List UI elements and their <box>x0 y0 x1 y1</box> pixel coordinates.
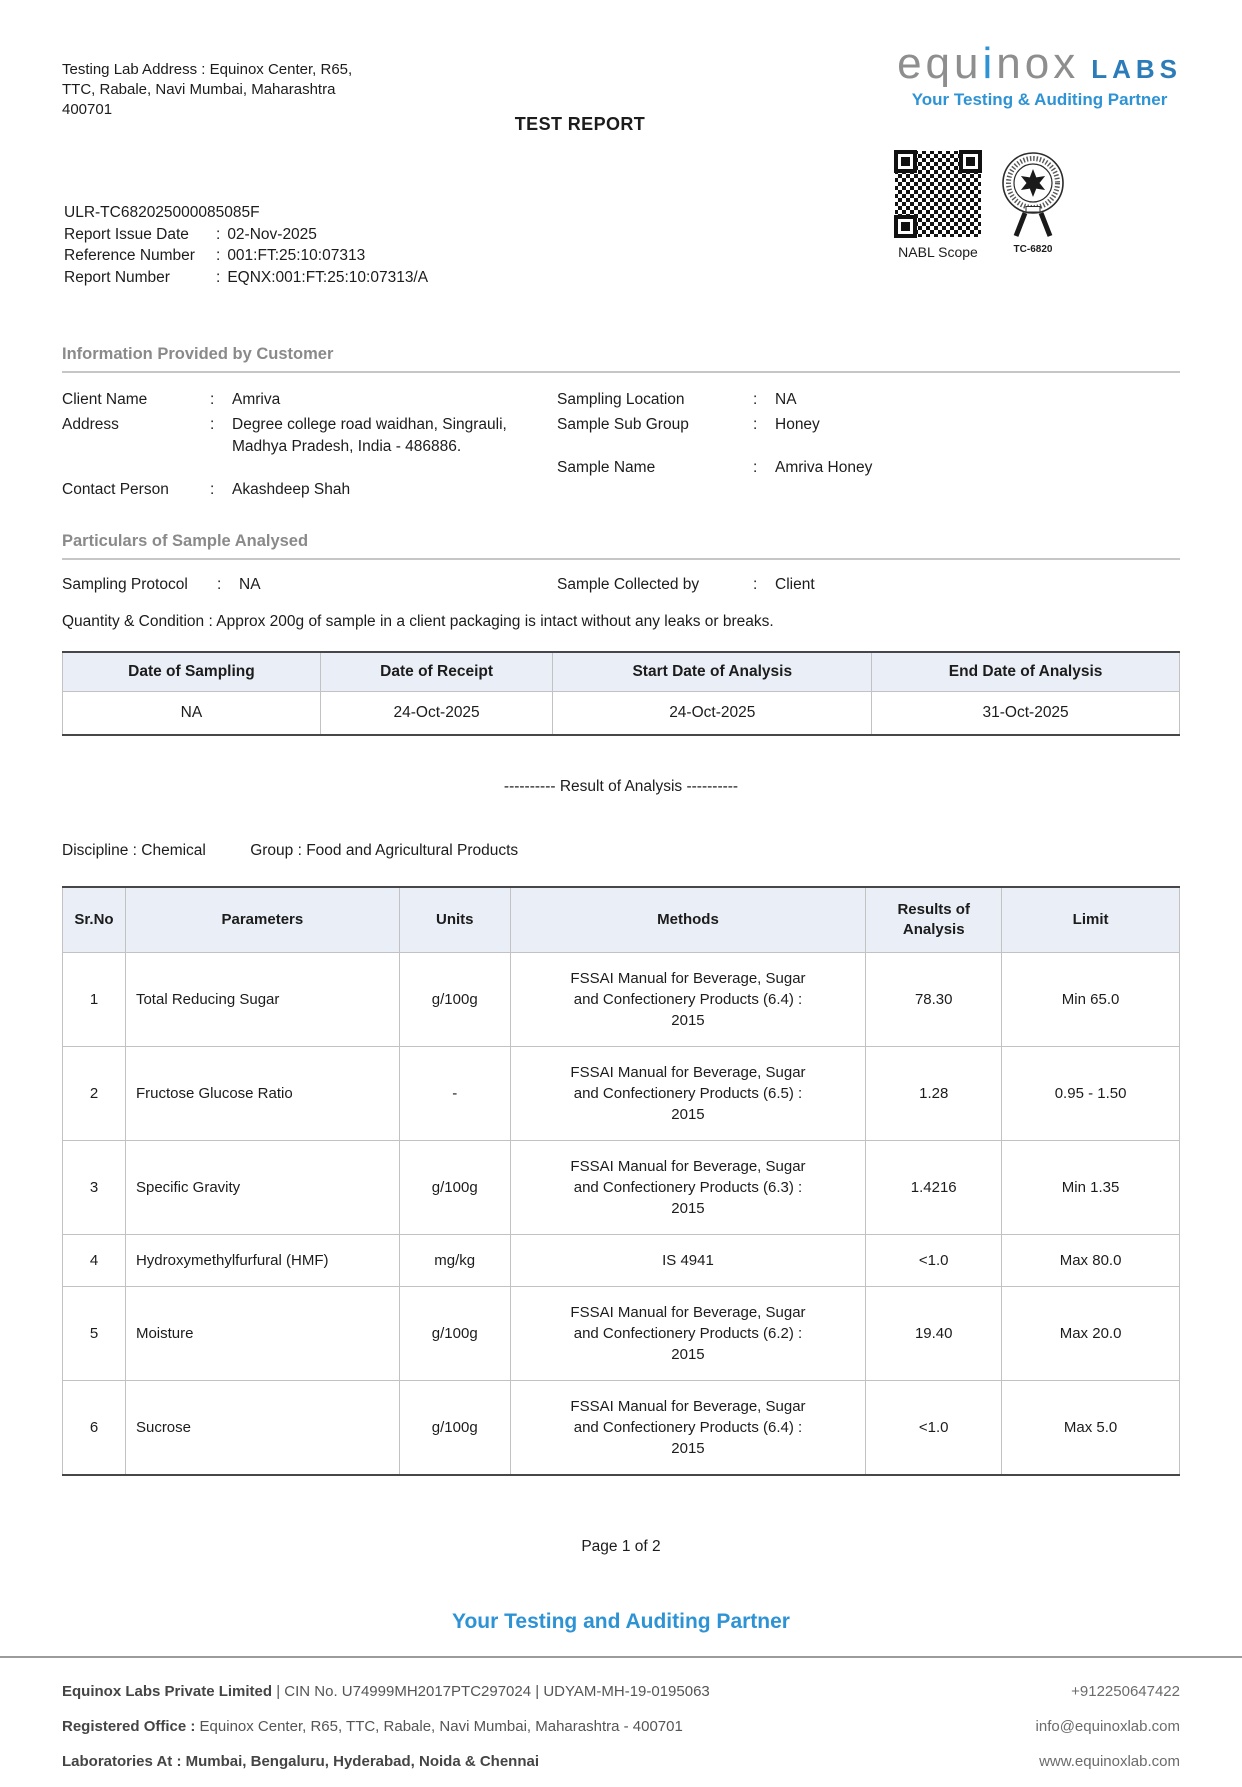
nabl-scope-qr-block <box>892 150 984 260</box>
meta-value: 001:FT:25:10:07313 <box>227 247 366 264</box>
limit-cell: Max 5.0 <box>1002 1381 1180 1476</box>
date-header-cell: Date of Sampling <box>63 652 321 692</box>
sampling-protocol-field <box>62 576 557 594</box>
registered-office-label: Registered Office : <box>62 1718 196 1735</box>
logo-text-i: i <box>982 39 997 88</box>
company-registration: | CIN No. U74999MH2017PTC297024 | UDYAM-MH-19-0195063 <box>272 1683 710 1700</box>
footer-email-link[interactable]: info@equinoxlab.com <box>1035 1718 1180 1735</box>
parameter-cell: Total Reducing Sugar <box>125 953 399 1047</box>
results-header-cell: Units <box>399 887 510 953</box>
results-row <box>63 1235 1180 1287</box>
meta-value: EQNX:001:FT:25:10:07313/A <box>227 268 429 286</box>
footer-laboratories-line: Laboratories At : Mumbai, Bengaluru, Hyderabad, Noida & Chennai <box>62 1753 540 1770</box>
field-value: Approx 200g of sample in a client packaging is intact without any leaks or breaks. <box>216 613 774 630</box>
field-label: Address <box>62 416 119 433</box>
limit-cell: Min 1.35 <box>1002 1141 1180 1235</box>
quantity-condition-row <box>62 613 1180 631</box>
nabl-seal-icon <box>1000 150 1066 238</box>
report-header <box>0 0 1242 345</box>
date-value-cell: 31-Oct-2025 <box>872 692 1180 736</box>
discipline-group-row <box>62 842 1180 860</box>
units-cell: g/100g <box>399 1141 510 1235</box>
sampling-location-row <box>557 389 1180 411</box>
footer-website-link[interactable]: www.equinoxlab.com <box>1039 1753 1180 1770</box>
result-cell: 78.30 <box>866 953 1002 1047</box>
contact-person-row <box>62 479 557 501</box>
field-colon: : <box>753 459 758 476</box>
report-issue-date-row <box>64 224 428 246</box>
meta-value: 02-Nov-2025 <box>227 225 317 243</box>
field-colon: : <box>753 391 758 408</box>
seal-label: TC-6820 <box>1013 244 1053 255</box>
results-header-cell: Methods <box>510 887 866 953</box>
results-row <box>63 1141 1180 1235</box>
logo-text-nox: nox <box>996 39 1080 88</box>
page-title: TEST REPORT <box>514 114 646 134</box>
sample-sub-group-row <box>557 414 1180 436</box>
address-row <box>62 414 557 458</box>
field-label: Client Name <box>62 391 148 408</box>
field-colon: : <box>210 481 215 498</box>
result-cell: 1.4216 <box>866 1141 1002 1235</box>
results-header-cell: Results of Analysis <box>866 887 1002 953</box>
sample-collected-field <box>557 576 815 594</box>
report-meta <box>64 202 428 288</box>
field-value: Degree college road waidhan, Singrauli, Madhya Pradesh, India - 486886. <box>232 416 507 455</box>
parameter-cell: Moisture <box>125 1287 399 1381</box>
results-row <box>63 1047 1180 1141</box>
equinox-labs-logo <box>897 39 1182 110</box>
report-number-row <box>64 267 428 289</box>
qr-finder-icon <box>894 215 917 238</box>
srno-cell: 1 <box>63 953 126 1047</box>
method-cell: FSSAI Manual for Beverage, Sugar and Confectionery Products (6.3) : 2015 <box>510 1141 866 1235</box>
field-value: Amriva Honey <box>775 459 873 476</box>
nabl-accreditation-block <box>1000 150 1066 255</box>
parameter-cell: Hydroxymethylfurfural (HMF) <box>125 1235 399 1287</box>
sampling-protocol-row <box>62 576 1180 594</box>
limit-cell: Min 65.0 <box>1002 953 1180 1047</box>
result-of-analysis-divider: ---------- Result of Analysis ---------- <box>503 778 739 795</box>
field-label: Contact Person <box>62 481 169 498</box>
logo-tagline: Your Testing & Auditing Partner <box>911 90 1168 109</box>
meta-label: Report Number <box>64 268 170 286</box>
parameter-cell: Sucrose <box>125 1381 399 1476</box>
date-value-cell: 24-Oct-2025 <box>553 692 872 736</box>
logo-text-equ: equ <box>897 39 983 88</box>
date-header-cell: End Date of Analysis <box>872 652 1180 692</box>
meta-label: Reference Number <box>64 247 195 264</box>
sample-name-row <box>557 457 1180 479</box>
results-header-cell: Parameters <box>125 887 399 953</box>
footer-phone: +912250647422 <box>1071 1683 1180 1700</box>
srno-cell: 5 <box>63 1287 126 1381</box>
discipline-label: Discipline : <box>62 842 137 859</box>
method-cell: FSSAI Manual for Beverage, Sugar and Confectionery Products (6.4) : 2015 <box>510 953 866 1047</box>
footer-tagline: Your Testing and Auditing Partner <box>452 1610 790 1633</box>
units-cell: g/100g <box>399 1287 510 1381</box>
customer-info-right <box>557 389 1180 504</box>
registered-office-value: Equinox Center, R65, TTC, Rabale, Navi Mumbai, Maharashtra - 400701 <box>195 1718 683 1735</box>
limit-cell: Max 80.0 <box>1002 1235 1180 1287</box>
client-name-row <box>62 389 557 411</box>
parameter-cell: Specific Gravity <box>125 1141 399 1235</box>
footer-contact-info <box>1036 1682 1180 1787</box>
field-label: Quantity & Condition : <box>62 613 213 630</box>
section-particulars-title: Particulars of Sample Analysed <box>62 532 1180 560</box>
ulr-number: ULR-TC682025000085085F <box>64 204 260 221</box>
field-colon: : <box>210 416 215 433</box>
meta-label: Report Issue Date <box>64 225 189 243</box>
group-value: Food and Agricultural Products <box>306 842 519 859</box>
qr-finder-icon <box>894 150 917 173</box>
result-cell: 19.40 <box>866 1287 1002 1381</box>
srno-cell: 4 <box>63 1235 126 1287</box>
qr-code-icon <box>894 150 982 238</box>
field-value: NA <box>775 391 797 408</box>
meta-colon: : <box>216 268 221 286</box>
qr-label: NABL Scope <box>898 244 978 260</box>
logo-text-labs: LABS <box>1091 54 1182 84</box>
footer-registered-office-line <box>62 1717 710 1736</box>
units-cell: g/100g <box>399 953 510 1047</box>
srno-cell: 6 <box>63 1381 126 1476</box>
date-value-cell: 24-Oct-2025 <box>320 692 552 736</box>
field-colon: : <box>753 576 758 593</box>
discipline-value: Chemical <box>141 842 206 859</box>
meta-colon: : <box>216 225 221 243</box>
field-value: Akashdeep Shah <box>232 481 351 498</box>
units-cell: mg/kg <box>399 1235 510 1287</box>
date-table-header-row <box>63 652 1180 692</box>
group-label: Group : <box>250 842 302 859</box>
result-cell: 1.28 <box>866 1047 1002 1141</box>
limit-cell: 0.95 - 1.50 <box>1002 1047 1180 1141</box>
field-colon: : <box>753 416 758 433</box>
date-table-value-row <box>63 692 1180 736</box>
logo-wordmark <box>897 39 1182 88</box>
qr-finder-icon <box>959 150 982 173</box>
result-cell: <1.0 <box>866 1235 1002 1287</box>
method-cell: FSSAI Manual for Beverage, Sugar and Confectionery Products (6.2) : 2015 <box>510 1287 866 1381</box>
report-body <box>62 345 1180 1634</box>
field-value: Client <box>775 576 815 593</box>
results-header-cell: Sr.No <box>63 887 126 953</box>
method-cell: FSSAI Manual for Beverage, Sugar and Confectionery Products (6.4) : 2015 <box>510 1381 866 1476</box>
field-colon: : <box>217 576 222 593</box>
lab-address: Testing Lab Address : Equinox Center, R65, TTC, Rabale, Navi Mumbai, Maharashtra 400701 <box>62 61 353 118</box>
results-row <box>63 1287 1180 1381</box>
field-value: NA <box>239 576 261 593</box>
srno-cell: 3 <box>63 1141 126 1235</box>
method-cell: IS 4941 <box>510 1235 866 1287</box>
meta-colon: : <box>216 247 221 264</box>
reference-number-row <box>64 245 428 267</box>
limit-cell: Max 20.0 <box>1002 1287 1180 1381</box>
results-row <box>63 953 1180 1047</box>
method-cell: FSSAI Manual for Beverage, Sugar and Confectionery Products (6.5) : 2015 <box>510 1047 866 1141</box>
date-header-cell: Start Date of Analysis <box>553 652 872 692</box>
field-value: Amriva <box>232 391 281 408</box>
date-header-cell: Date of Receipt <box>320 652 552 692</box>
footer-company-line <box>62 1682 710 1701</box>
field-label: Sampling Location <box>557 391 685 408</box>
footer-divider <box>0 1656 1242 1658</box>
results-row <box>63 1381 1180 1476</box>
analysis-dates-table <box>62 651 1180 736</box>
section-customer-info-title: Information Provided by Customer <box>62 345 1180 373</box>
results-of-analysis-table <box>62 886 1180 1476</box>
field-label: Sampling Protocol <box>62 576 188 593</box>
field-label: Sample Name <box>557 459 656 476</box>
field-colon: : <box>210 391 215 408</box>
units-cell: - <box>399 1047 510 1141</box>
page-footer <box>62 1682 1180 1787</box>
company-name: Equinox Labs Private Limited <box>62 1683 273 1700</box>
field-value: Honey <box>775 416 820 433</box>
field-label: Sample Sub Group <box>557 416 689 433</box>
page-indicator: Page 1 of 2 <box>581 1538 661 1555</box>
results-header-row <box>63 887 1180 953</box>
customer-info-grid <box>62 389 1180 504</box>
customer-info-left <box>62 389 557 504</box>
results-header-cell: Limit <box>1002 887 1180 953</box>
footer-company-info <box>62 1682 710 1787</box>
date-value-cell: NA <box>63 692 321 736</box>
srno-cell: 2 <box>63 1047 126 1141</box>
units-cell: g/100g <box>399 1381 510 1476</box>
result-cell: <1.0 <box>866 1381 1002 1476</box>
parameter-cell: Fructose Glucose Ratio <box>125 1047 399 1141</box>
field-label: Sample Collected by <box>557 576 700 593</box>
